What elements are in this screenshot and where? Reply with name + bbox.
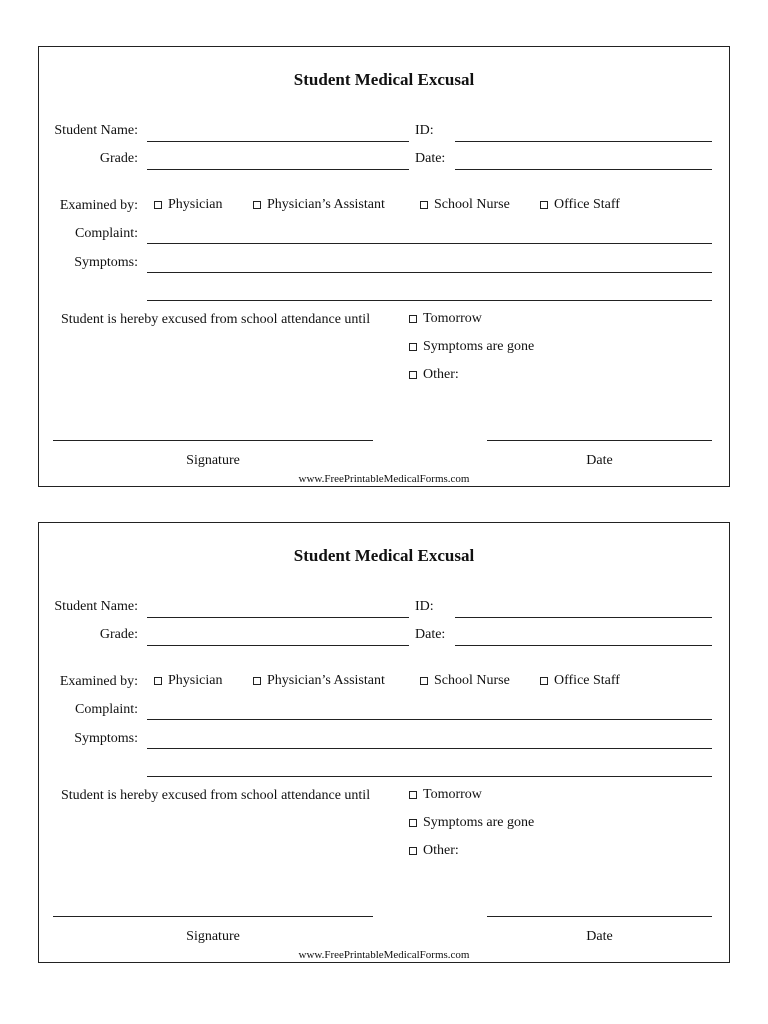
excuse-statement: Student is hereby excused from school attendance until (61, 788, 371, 803)
checkbox-icon (540, 201, 548, 209)
date-label: Date: (415, 151, 446, 166)
other-checkbox[interactable] (409, 843, 459, 859)
student-name-field[interactable] (147, 141, 409, 142)
physicians-assistant-checkbox[interactable] (253, 197, 385, 213)
checkbox-icon (540, 677, 548, 685)
signature-field[interactable] (53, 440, 373, 441)
symptoms-gone-checkbox[interactable] (409, 339, 534, 355)
option-label: Physician (168, 197, 223, 212)
form-title: Student Medical Excusal (293, 70, 475, 89)
signature-field[interactable] (53, 916, 373, 917)
complaint-label: Complaint: (75, 226, 138, 241)
tomorrow-checkbox[interactable] (409, 787, 482, 803)
id-label: ID: (415, 123, 434, 138)
signature-date-field[interactable] (487, 916, 712, 917)
option-label: Physician (168, 673, 223, 688)
checkbox-icon (409, 371, 417, 379)
option-label: Symptoms are gone (423, 815, 535, 830)
checkbox-icon (409, 791, 417, 799)
checkbox-icon (409, 819, 417, 827)
option-label: Office Staff (554, 197, 620, 212)
checkbox-icon (420, 201, 428, 209)
student-name-label: Student Name: (54, 123, 138, 138)
office-staff-checkbox[interactable] (540, 197, 620, 213)
option-label: Tomorrow (423, 311, 482, 326)
excusal-form-1 (38, 46, 730, 487)
option-label: Other: (423, 843, 459, 858)
id-label: ID: (415, 599, 434, 614)
complaint-field[interactable] (147, 243, 712, 244)
student-name-label: Student Name: (54, 599, 138, 614)
grade-field[interactable] (147, 645, 409, 646)
symptoms-field[interactable] (147, 748, 712, 749)
date-field[interactable] (455, 645, 712, 646)
website-footer: www.FreePrintableMedicalForms.com (298, 949, 470, 961)
checkbox-icon (409, 847, 417, 855)
option-label: Tomorrow (423, 787, 482, 802)
other-checkbox[interactable] (409, 367, 459, 383)
option-label: Office Staff (554, 673, 620, 688)
checkbox-icon (253, 677, 261, 685)
symptoms-field-continued[interactable] (147, 776, 712, 777)
checkbox-icon (154, 201, 162, 209)
school-nurse-checkbox[interactable] (420, 197, 510, 213)
date-field[interactable] (455, 169, 712, 170)
signature-date-label: Date (586, 929, 613, 944)
option-label: Other: (423, 367, 459, 382)
tomorrow-checkbox[interactable] (409, 311, 482, 327)
id-field[interactable] (455, 141, 712, 142)
symptoms-label: Symptoms: (74, 731, 138, 746)
symptoms-label: Symptoms: (74, 255, 138, 270)
grade-field[interactable] (147, 169, 409, 170)
option-label: Physician’s Assistant (267, 197, 385, 212)
physician-checkbox[interactable] (154, 197, 222, 213)
physicians-assistant-checkbox[interactable] (253, 673, 385, 689)
office-staff-checkbox[interactable] (540, 673, 620, 689)
signature-label: Signature (186, 453, 240, 468)
checkbox-icon (420, 677, 428, 685)
checkbox-icon (253, 201, 261, 209)
complaint-label: Complaint: (75, 702, 138, 717)
symptoms-field-continued[interactable] (147, 300, 712, 301)
option-label: Symptoms are gone (423, 339, 535, 354)
option-label: School Nurse (434, 673, 510, 688)
signature-date-field[interactable] (487, 440, 712, 441)
signature-date-label: Date (586, 453, 613, 468)
checkbox-icon (154, 677, 162, 685)
excusal-form-2 (38, 522, 730, 963)
school-nurse-checkbox[interactable] (420, 673, 510, 689)
form-title: Student Medical Excusal (293, 546, 475, 565)
excuse-statement: Student is hereby excused from school attendance until (61, 312, 371, 327)
grade-label: Grade: (99, 151, 138, 166)
website-footer: www.FreePrintableMedicalForms.com (298, 473, 470, 485)
checkbox-icon (409, 343, 417, 351)
signature-label: Signature (186, 929, 240, 944)
symptoms-field[interactable] (147, 272, 712, 273)
examined-by-label: Examined by: (59, 198, 138, 213)
checkbox-icon (409, 315, 417, 323)
grade-label: Grade: (99, 627, 138, 642)
id-field[interactable] (455, 617, 712, 618)
date-label: Date: (415, 627, 446, 642)
option-label: Physician’s Assistant (267, 673, 385, 688)
physician-checkbox[interactable] (154, 673, 222, 689)
complaint-field[interactable] (147, 719, 712, 720)
option-label: School Nurse (434, 197, 510, 212)
symptoms-gone-checkbox[interactable] (409, 815, 534, 831)
examined-by-label: Examined by: (59, 674, 138, 689)
student-name-field[interactable] (147, 617, 409, 618)
